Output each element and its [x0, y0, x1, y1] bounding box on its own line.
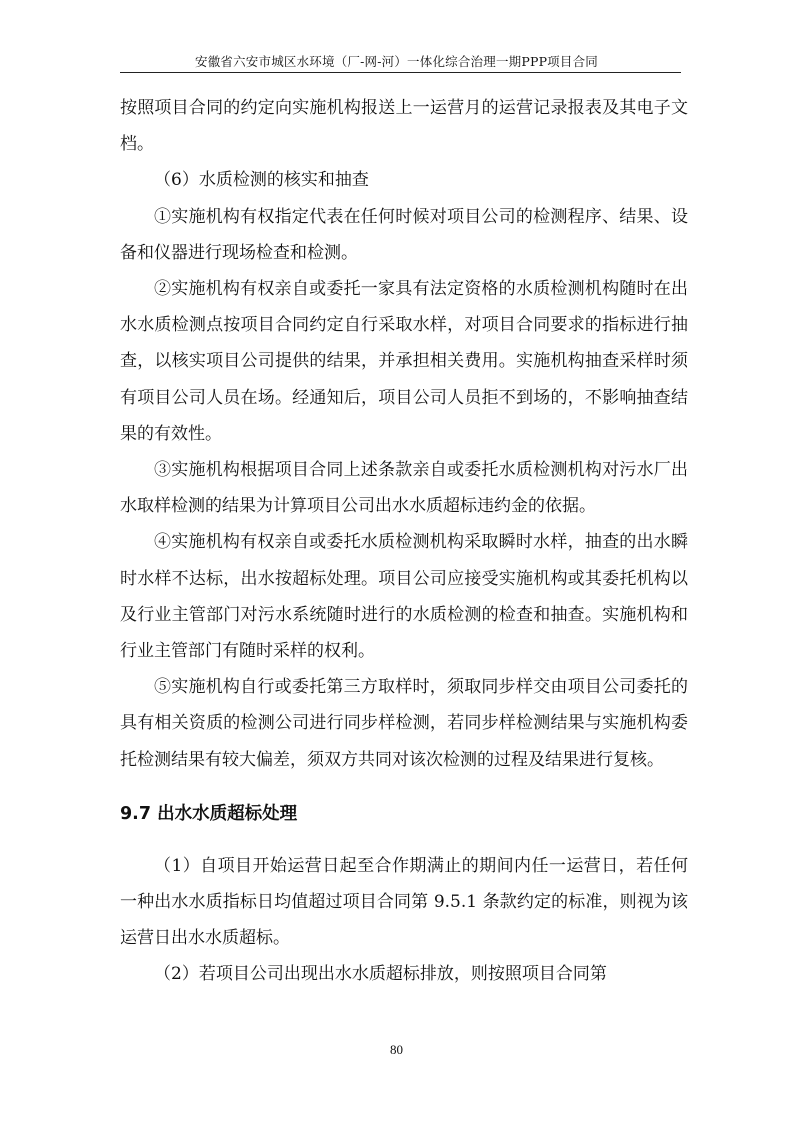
paragraph-continuation: 按照项目合同的约定向实施机构报送上一运营月的运营记录报表及其电子文档。 — [120, 98, 688, 155]
paragraph-item-1: ①实施机构有权指定代表在任何时候对项目公司的检测程序、结果、设备和仪器进行现场检查和检测。 — [120, 206, 688, 263]
section-heading: 9.7 出水水质超标处理 — [120, 803, 298, 824]
section-paragraph-1: （1）自项目开始运营日起至合作期满止的期间内任一运营日，若任何一种出水水质指标日均值超过项目合同第 9.5.1 条款约定的标准，则视为该运营日出水水质超标。 — [120, 855, 688, 949]
paragraph-item-5: ⑤实施机构自行或委托第三方取样时，须取同步样交由项目公司委托的具有相关资质的检测公司进行同步样检测，若同步样检测结果与实施机构委托检测结果有较大偏差，须双方共同对该次检测的过程及结果进行复核。 — [120, 677, 688, 770]
subsection-title-water-quality-check: （6）水质检测的核实和抽查 — [154, 170, 369, 191]
paragraph-item-3: ③实施机构根据项目合同上述条款亲自或委托水质检测机构对污水厂出水取样检测的结果为计算项目公司出水水质超标违约金的依据。 — [120, 460, 688, 517]
running-header: 安徽省六安市城区水环境（厂-网-河）一体化综合治理一期PPP项目合同 — [195, 54, 598, 69]
paragraph-item-2: ②实施机构有权亲自或委托一家具有法定资格的水质检测机构随时在出水水质检测点按项目合同约定自行采取水样，对项目合同要求的指标进行抽查，以核实项目公司提供的结果，并承担相关费用。实施机构抽查采样时须有项目公司人员在场。经通知后，项目公司人员拒不到场的，不影响抽查结果的有效性。 — [120, 279, 688, 444]
section-paragraph-2: （2）若项目公司出现出水水质超标排放，则按照项目合同第 — [154, 964, 607, 985]
header-rule — [120, 72, 681, 73]
paragraph-item-4: ④实施机构有权亲自或委托水质检测机构采取瞬时水样，抽查的出水瞬时水样不达标，出水按超标处理。项目公司应接受实施机构或其委托机构以及行业主管部门对污水系统随时进行的水质检测的检查和抽查。实施机构和行业主管部门有随时采样的权利。 — [120, 532, 688, 662]
document-body — [120, 90, 688, 993]
page-number: 80 — [390, 1042, 403, 1057]
